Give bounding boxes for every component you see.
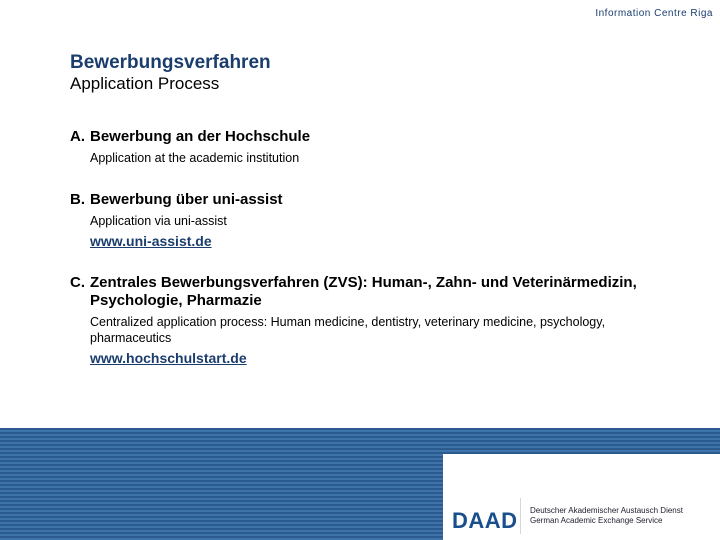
logo-divider — [520, 498, 521, 534]
list-item-a — [70, 128, 310, 166]
item-heading: Bewerbung über uni-assist — [90, 191, 283, 208]
item-letter: C. — [70, 274, 85, 291]
item-subtext: Application via uni-assist — [90, 214, 227, 228]
hochschulstart-link[interactable]: www.hochschulstart.de — [90, 350, 247, 366]
logo-line-en: German Academic Exchange Service — [530, 516, 663, 525]
item-heading: Zentrales Bewerbungsverfahren (ZVS): Human-, Zahn- und Veterinärmedizin, Psychologie, Pharmazie — [90, 274, 637, 309]
organization-label: Information Centre Riga — [595, 8, 713, 19]
daad-logo: DAAD — [452, 508, 518, 533]
item-subtext: Centralized application process: Human medicine, dentistry, veterinary medicine, psychology, pharmaceutics — [90, 315, 606, 345]
list-item-c — [70, 274, 670, 368]
item-heading: Bewerbung an der Hochschule — [90, 128, 311, 145]
page-title: Bewerbungsverfahren — [70, 52, 271, 73]
item-letter: B. — [70, 191, 85, 208]
logo-caption — [530, 506, 683, 526]
logo-line-de: Deutscher Akademischer Austausch Dienst — [530, 506, 683, 515]
uni-assist-link[interactable]: www.uni-assist.de — [90, 233, 212, 249]
page-subtitle: Application Process — [70, 74, 220, 93]
list-item-b — [70, 191, 283, 251]
item-letter: A. — [70, 128, 85, 145]
item-subtext: Application at the academic institution — [90, 151, 300, 165]
